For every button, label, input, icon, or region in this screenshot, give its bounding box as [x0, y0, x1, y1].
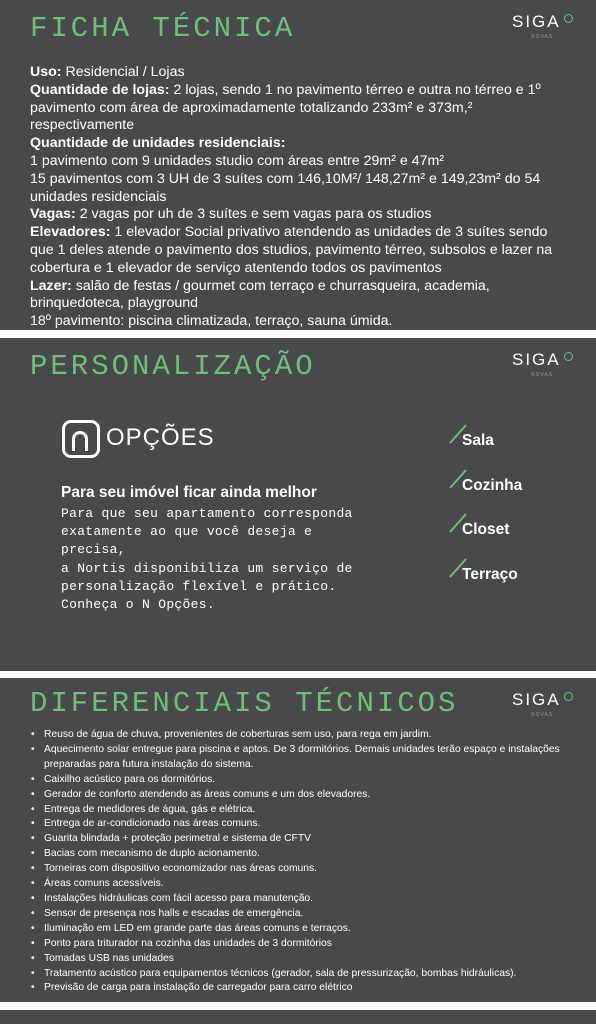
list-item: • Sensor de presença nos halls e escadas de emergência.: [30, 907, 575, 922]
logo-subtext: NOVAS: [531, 372, 554, 378]
option-label: Closet: [462, 521, 510, 538]
list-item: • Entrega de ar-condicionado nas áreas comuns.: [30, 817, 575, 832]
ficha-tecnica-panel: [0, 0, 596, 330]
list-item: • Aquecimento solar entregue para piscina e aptos. De 3 dormitórios. Demais unidades terão espaço e instalações preparadas para futura instalação do sistema.: [30, 743, 575, 773]
unidades-label: Quantidade de unidades residenciais:: [30, 135, 286, 152]
siga-logo: [512, 690, 574, 726]
unidades-line-1: 1 pavimento com 9 unidades studio com áreas entre 29m² e 47m²: [30, 152, 445, 169]
opcoes-brand: OPÇÕES: [106, 424, 215, 451]
list-item: • Tratamento acústico para equipamentos técnicos (gerador, sala de pressurização, bombas hidráulicas).: [30, 967, 575, 982]
ficha-content: [30, 64, 570, 330]
logo-circle-icon: [564, 692, 573, 701]
diferenciais-list: [30, 728, 575, 996]
list-item: • Iluminação em LED em grande parte das áreas comuns e terraços.: [30, 922, 575, 937]
logo-circle-icon: [564, 352, 573, 361]
vagas-label: Vagas:: [30, 206, 76, 223]
siga-logo: [512, 350, 574, 386]
list-item: • Entrega de medidores de água, gás e elétrica.: [30, 803, 575, 818]
list-item: • Instalações hidráulicas com fácil acesso para manutenção.: [30, 892, 575, 907]
logo-circle-icon: [564, 14, 573, 23]
uso-line: [30, 64, 570, 82]
list-item: • Ponto para triturador na cozinha das unidades de 3 dormitórios: [30, 937, 575, 952]
lazer-value: salão de festas / gourmet com terraço e churrasqueira, academia, brinquedoteca, playground: [30, 277, 490, 312]
elevadores-value: 1 elevador Social privativo atendendo as unidades de 3 suítes sendo que 1 deles atende o pavimento dos studios, pavimento térreo, subsolos e lazer na cobertura e 1 elevador de serviço atentendo todos os pavimentos: [30, 224, 553, 276]
diferenciais-title: DIFERENCIAIS TÉCNICOS: [30, 687, 459, 720]
siga-logo: [512, 12, 574, 48]
uso-label: Uso:: [30, 64, 62, 80]
personalizacao-body: Para que seu apartamento corresponda exatamente ao que você deseja e precisa, a Nortis disponibiliza um serviço de personalização flexível e prático. Conheça o N Opções.: [61, 506, 353, 613]
list-item: • Torneiras com dispositivo economizador nas áreas comuns.: [30, 862, 575, 877]
next-panel-edge: [0, 1010, 596, 1024]
unidades-line-2: 15 pavimentos com 3 UH de 3 suítes com 146,10M²/ 148,27m² e 149,23m² do 54 unidades residenciais: [30, 170, 541, 205]
logo-text: SIGA: [512, 690, 561, 709]
lazer-line: [30, 278, 570, 314]
list-item: • Previsão de carga para instalação de carregador para carro elétrico: [30, 981, 575, 996]
list-item: • Reuso de água de chuva, provenientes de coberturas sem uso, para rega em jardim.: [30, 728, 575, 743]
logo-text: SIGA: [512, 350, 561, 369]
personalizacao-heading: Para seu imóvel ficar ainda melhor: [61, 484, 317, 501]
list-item: • Caixilho acústico para os dormitórios.: [30, 773, 575, 788]
personalizacao-title: PERSONALIZAÇÃO: [30, 350, 316, 383]
elevadores-label: Elevadores:: [30, 224, 111, 241]
list-item: • Áreas comuns acessíveis.: [30, 877, 575, 892]
logo-subtext: NOVAS: [531, 712, 554, 718]
lojas-label: Quantidade de lojas:: [30, 81, 170, 98]
pavimento-18-line: 18º pavimento: piscina climatizada, terraço, sauna úmida.: [30, 313, 393, 330]
vagas-value: 2 vagas por uh de 3 suítes e sem vagas para os studios: [75, 206, 432, 223]
option-label: Terraço: [462, 566, 518, 583]
list-item: • Guarita blindada + proteção perimetral e sistema de CFTV: [30, 832, 575, 847]
lojas-value: 2 lojas, sendo 1 no pavimento térreo e outra no térreo e 1º pavimento com área de aproximadamente totalizando 233m² e 373m,² respectivamente: [30, 81, 541, 134]
elevadores-line: [30, 224, 570, 277]
option-label: Sala: [462, 432, 494, 449]
ficha-title: FICHA TÉCNICA: [30, 12, 296, 45]
unidades-label-line: [30, 135, 570, 153]
list-item: • Tomadas USB nas unidades: [30, 952, 575, 967]
lojas-line: [30, 82, 570, 135]
vagas-line: [30, 206, 570, 224]
option-label: Cozinha: [462, 477, 523, 494]
list-item: • Gerador de conforto atendendo as áreas comuns e um dos elevadores.: [30, 788, 575, 803]
logo-subtext: NOVAS: [531, 34, 554, 40]
logo-text: SIGA: [512, 12, 561, 31]
list-item: • Bacias com mecanismo de duplo acionamento.: [30, 847, 575, 862]
uso-value: Residencial / Lojas: [61, 64, 185, 80]
lazer-label: Lazer:: [30, 277, 72, 294]
n-opcoes-logo-icon: [62, 420, 100, 458]
